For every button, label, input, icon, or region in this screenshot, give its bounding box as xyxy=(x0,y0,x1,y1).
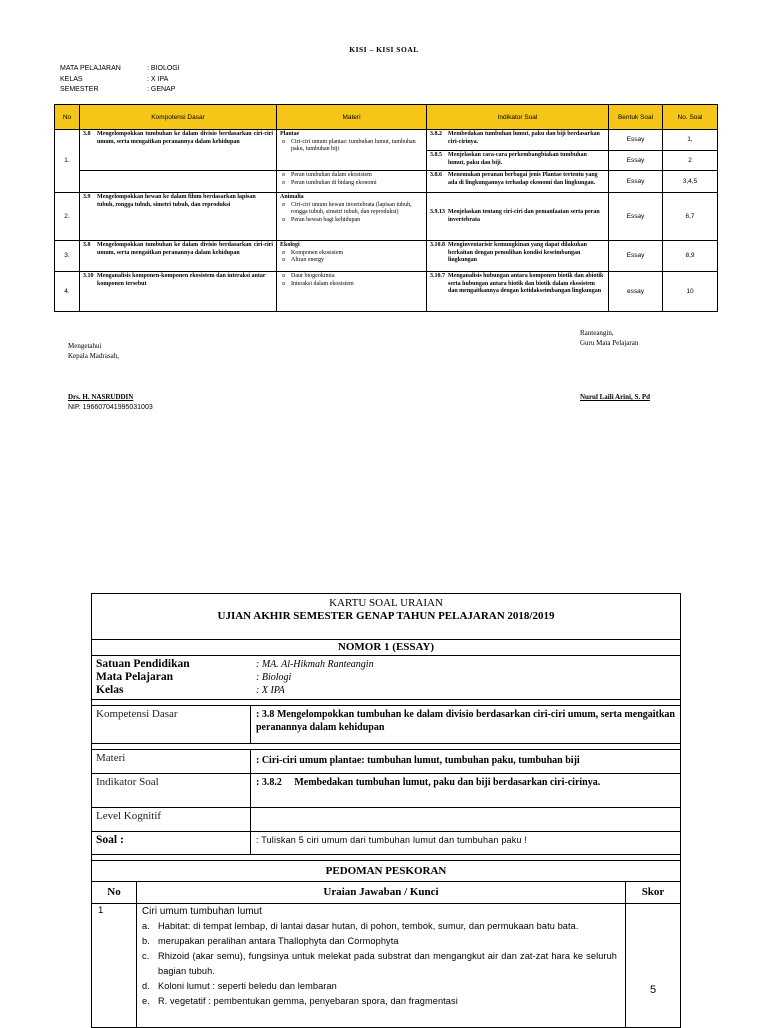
meta-key: MATA PELAJARAN xyxy=(60,65,121,72)
row-kd xyxy=(80,193,277,241)
answer-cell xyxy=(136,903,626,1028)
meta-value: : BIOLOGI xyxy=(147,65,180,72)
indikator-number: 3.8.6 xyxy=(430,172,442,178)
row-kd xyxy=(80,272,277,312)
indikator-text: Menemukan peranan berbagai jenis Plantae tertentu yang ada di lingkungannya terhadap ekonomi dan lingkungan. xyxy=(448,172,598,186)
materi-item: o Interaksi dalam ekosistem xyxy=(280,281,423,289)
signature-left-line2: Kepala Madrasah, xyxy=(68,351,119,360)
answer-letter: d. xyxy=(142,981,150,991)
table-row xyxy=(55,193,718,241)
question-number: NOMOR 1 (ESSAY) xyxy=(91,639,681,656)
indikator-text: Menginventarisir kemungkinan yang dapat dilakukan berkaitan dengan pemulihan kondisi keseimbangan lingkungan xyxy=(448,242,587,264)
materi-item: o Aliran energy xyxy=(280,257,423,265)
answer-score-cell xyxy=(625,903,681,1028)
materi-label-cell xyxy=(91,749,251,774)
kd-label: Kompetensi Dasar xyxy=(96,708,178,720)
indikator-label: Indikator Soal xyxy=(96,776,159,788)
answer-letter: b. xyxy=(142,936,150,946)
kd-value: : 3.8 Mengelompokkan tumbuhan ke dalam divisio berdasarkan ciri-ciri umum, serta mengaitkan peranannya dalam kehidupan xyxy=(256,709,675,733)
header-indikator: Indikator Soal xyxy=(427,105,609,130)
col-uraian: Uraian Jawaban / Kunci xyxy=(136,881,626,904)
answer-no-cell xyxy=(91,903,137,1028)
row-indikator xyxy=(427,241,609,272)
answer-text: R. vegetatif : pembentukan gemma, penyebaran spora, dan fragmentasi xyxy=(158,996,458,1006)
headmaster-name: Drs. H. NASRUDDIN xyxy=(68,393,134,401)
info-label: Satuan Pendidikan xyxy=(96,658,190,670)
indikator-number: 3.10.7 xyxy=(430,273,445,279)
materi-head: Plantae xyxy=(280,131,300,137)
header-kd: Kompotensi Dasar xyxy=(80,105,277,130)
table-row xyxy=(55,171,718,193)
info-labels xyxy=(96,658,190,697)
indikator-value-cell xyxy=(250,773,681,808)
kisi-table xyxy=(54,104,718,312)
indikator-text: Menganalisis hubungan antara komponen biotik dan abiotik serta hubungan antara biotik dan biotik dalam ekosistem dan mengaitkannya dengan ketidakseimbangan lingkungan xyxy=(448,273,604,295)
answer-item xyxy=(142,934,617,949)
row-bentuk: Essay xyxy=(609,171,663,193)
indikator-text: Membedakan tumbuhan lumut, paku dan biji berdasarkan ciri-cirinya. xyxy=(448,131,600,145)
kd-number: 3.8 xyxy=(83,242,91,248)
answer-letter: e. xyxy=(142,996,150,1006)
level-label: Level Kognitif xyxy=(96,810,162,822)
level-value xyxy=(251,808,680,812)
row-no: 4. xyxy=(55,272,80,312)
answer-item xyxy=(142,994,617,1009)
row-nosoal: 6,7 xyxy=(663,193,718,241)
row-materi xyxy=(277,272,427,312)
header-materi: Materi xyxy=(277,105,427,130)
answer-text: Koloni lumut : seperti beledu dan lembaran xyxy=(158,981,337,991)
row-kd xyxy=(80,241,277,272)
row-nosoal: 8,9 xyxy=(663,241,718,272)
indikator-text: Menjelaskan tentang ciri-ciri dan pemanfaatan serta peran invertebrata xyxy=(448,208,600,223)
kd-value-cell xyxy=(250,705,681,744)
kd-text: Mengelompokkan hewan ke dalam filum berdasarkan lapisan tubuh, rongga tubuh, simetri tubuh, dan reproduksi xyxy=(97,194,256,208)
row-materi xyxy=(277,171,427,193)
indikator-value: : 3.8.2 Membedakan tumbuhan lumut, paku dan biji berdasarkan ciri-cirinya. xyxy=(256,777,601,788)
row-bentuk: Essay xyxy=(609,151,663,171)
card-title-line1: KARTU SOAL URAIAN xyxy=(329,597,443,609)
signature-left xyxy=(68,342,119,361)
row-bentuk: Essay xyxy=(609,193,663,241)
card-title xyxy=(92,597,680,623)
document-title: KISI – KISI SOAL xyxy=(349,45,419,54)
card-info xyxy=(91,655,681,700)
header-nosoal: No. Soal xyxy=(663,105,718,130)
col-no: No xyxy=(91,881,137,904)
soal-label-cell xyxy=(91,831,251,855)
indikator-label-cell xyxy=(91,773,251,808)
signature-right xyxy=(580,329,638,348)
materi-value-cell xyxy=(250,749,681,774)
row-bentuk: Essay xyxy=(609,130,663,151)
table-header-row xyxy=(55,105,718,130)
answer-letter: c. xyxy=(142,951,150,961)
meta-key: KELAS xyxy=(60,75,83,83)
row-no: 2. xyxy=(55,193,80,241)
materi-label: Materi xyxy=(96,752,126,764)
materi-item: o Daur biogeokimia xyxy=(280,273,423,281)
scoring-guide-title: PEDOMAN PESKORAN xyxy=(91,860,681,882)
headmaster-nip: NIP. 196607041995031003 xyxy=(68,403,153,411)
materi-head: Ekologi xyxy=(280,242,300,248)
signature-left-identity xyxy=(68,393,153,412)
kd-text: Mengelompokkan tumbuhan ke dalam divisio berdasarkan ciri-ciri umum, serta mengaitkan peranannya dalam kehidupan xyxy=(97,242,273,256)
info-value: : Biologi xyxy=(256,672,292,683)
row-kd xyxy=(80,130,277,171)
card-title-line2: UJIAN AKHIR SEMESTER GENAP TAHUN PELAJARAN 2018/2019 xyxy=(217,610,555,622)
kd-number: 3.8 xyxy=(83,131,91,137)
meta-value: : X IPA xyxy=(147,75,169,83)
info-values xyxy=(256,658,374,697)
row-kd-empty xyxy=(80,171,277,193)
indikator-text: Menjelaskan cara-cara perkembangbiakan tumbuhan lumut, paku dan biji. xyxy=(448,152,587,166)
answer-text: merupakan peralihan antara Thallophyta dan Cormophyta xyxy=(158,936,399,946)
row-materi xyxy=(277,241,427,272)
row-no: 3. xyxy=(55,241,80,272)
materi-item: o Peran hewan bagi kehidupan xyxy=(280,217,423,225)
indikator-number: 3.8.2 xyxy=(430,131,442,137)
question-card xyxy=(91,593,681,1024)
materi-value: : Ciri-ciri umum plantae: tumbuhan lumut, tumbuhan paku, tumbuhan biji xyxy=(256,755,580,766)
materi-item: o Peran tumbuhan dalam ekosistem xyxy=(280,172,423,180)
row-nosoal: 2 xyxy=(663,151,718,171)
info-label: Mata Pelajaran xyxy=(96,671,173,683)
signature-right-identity xyxy=(580,393,650,403)
table-row xyxy=(55,130,718,151)
row-materi xyxy=(277,130,427,171)
answer-item xyxy=(142,919,617,934)
indikator-number: 3.9.13 xyxy=(430,208,445,215)
row-no: 1. xyxy=(55,130,80,193)
materi-item: o Peran tumbuhan di bidang ekonomi xyxy=(280,180,423,188)
signature-right-line2: Guru Mata Pelajaran xyxy=(580,338,639,347)
materi-head: Animalia xyxy=(280,194,304,200)
info-label: Kelas xyxy=(96,684,124,696)
row-nosoal: 1, xyxy=(663,130,718,151)
answer-list xyxy=(137,904,625,1009)
row-nosoal: 10 xyxy=(663,272,718,312)
answer-item xyxy=(142,949,617,979)
answer-text: Rhizoid (akar semu), fungsinya untuk melekat pada substrat dan mengangkut air dan zat-zat hara ke seluruh bagian tubuh. xyxy=(158,951,617,976)
answer-letter: a. xyxy=(142,921,150,931)
soal-value-cell xyxy=(250,831,681,855)
row-bentuk: Essay xyxy=(609,241,663,272)
answer-text: Habitat: di tempat lembap, di lantai dasar hutan, di pohon, tembok, sumur, dan permukaan batu bata. xyxy=(158,921,579,931)
answer-score: 5 xyxy=(649,984,657,996)
signature-right-line1: Ranteangin, xyxy=(580,329,614,337)
materi-item: o Ciri-ciri umum plantae: tumbuhan lumut, tumbuhan paku, tumbuhan biji xyxy=(280,139,423,154)
row-nosoal: 3,4,5 xyxy=(663,171,718,193)
table-row xyxy=(55,272,718,312)
meta-value: : GENAP xyxy=(147,86,176,93)
row-materi xyxy=(277,193,427,241)
kd-text: Mengelompokkan tumbuhan ke dalam divisio berdasarkan ciri-ciri umum, serta mengaitkan peranannya dalam kehidupan xyxy=(97,131,273,145)
subject-meta xyxy=(60,64,180,96)
row-indikator xyxy=(427,151,609,171)
row-bentuk: essay xyxy=(609,272,663,312)
kd-number: 3.9 xyxy=(83,194,91,200)
level-value-cell xyxy=(250,807,681,832)
soal-label: Soal : xyxy=(96,834,124,846)
kd-text: Menganalisis komponen-komponen ekosistem dan interaksi antar komponen tersebut xyxy=(97,273,266,287)
soal-value: : Tuliskan 5 ciri umum dari tumbuhan lumut dan tumbuhan paku ! xyxy=(256,835,528,845)
header-no: No xyxy=(55,105,80,130)
meta-key: SEMESTER xyxy=(60,86,99,93)
answer-head: Ciri umum tumbuhan lumut xyxy=(142,906,263,917)
answer-no: 1 xyxy=(98,905,104,916)
kd-number: 3.10 xyxy=(83,273,94,279)
signature-left-line1: Mengetahui xyxy=(68,342,102,350)
kd-label-cell xyxy=(91,705,251,744)
materi-item: o Komponen ekosistem xyxy=(280,250,423,258)
header-bentuk: Bentuk Soal xyxy=(609,105,663,130)
col-skor: Skor xyxy=(625,881,681,904)
indikator-number: 3.8.5 xyxy=(430,152,442,158)
info-value: : X IPA xyxy=(256,685,285,696)
row-indikator xyxy=(427,130,609,151)
table-row xyxy=(55,241,718,272)
row-indikator xyxy=(427,272,609,312)
teacher-name: Nurul Laili Arini, S. Pd xyxy=(580,393,651,401)
info-value: : MA. Al-Hikmah Ranteangin xyxy=(256,659,374,670)
indikator-number: 3.10.8 xyxy=(430,242,445,248)
level-label-cell xyxy=(91,807,251,832)
row-indikator xyxy=(427,171,609,193)
answer-item xyxy=(142,979,617,994)
materi-item: o Ciri-ciri umum hewan invertebrata (lapisan tubuh, rongga tubuh, simetri tubuh, dan reproduksi) xyxy=(280,202,423,217)
row-indikator xyxy=(427,193,609,241)
